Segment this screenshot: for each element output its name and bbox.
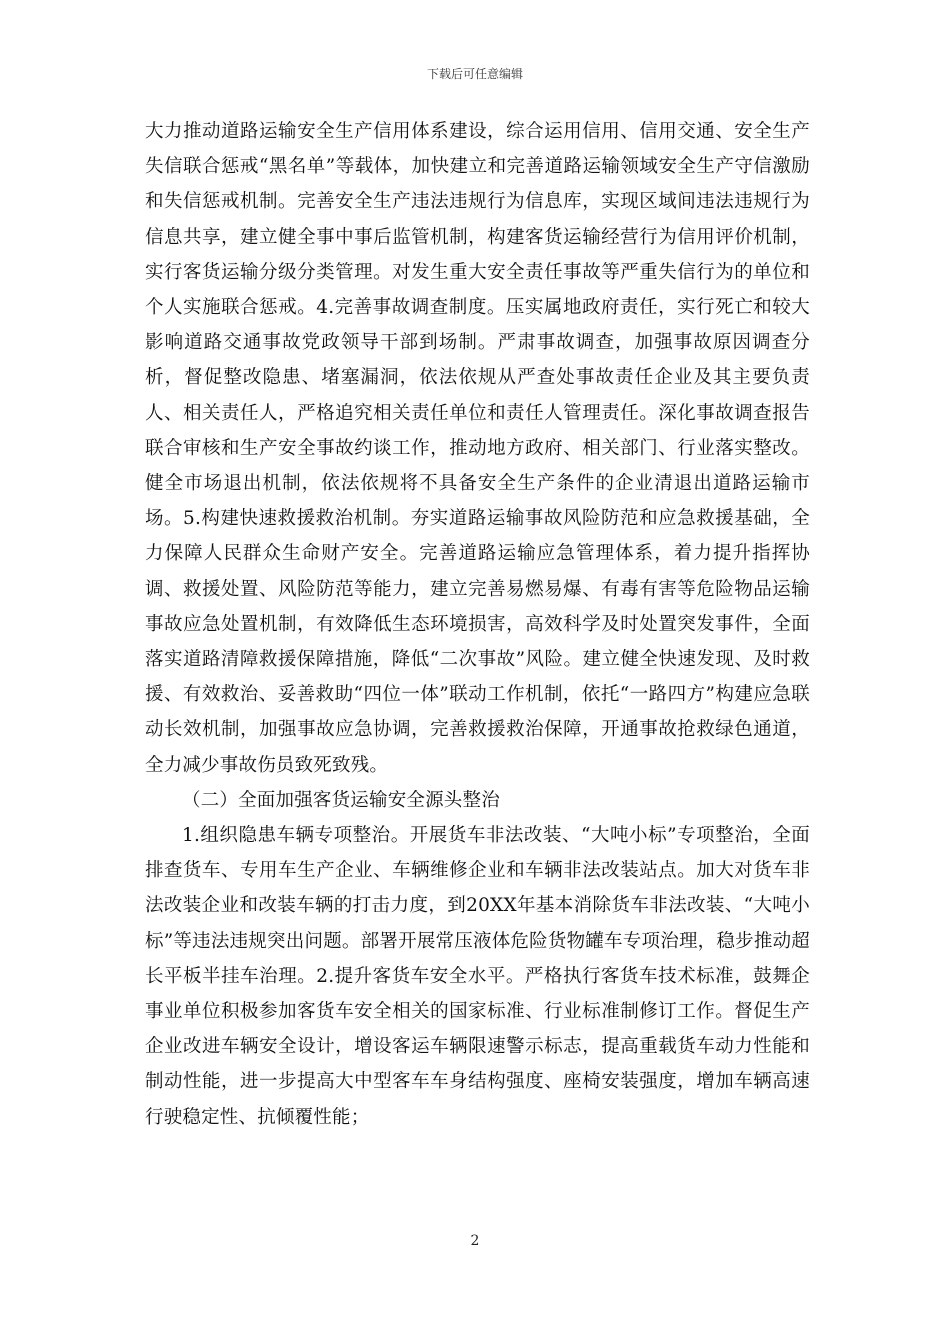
page-number: 2 (470, 1233, 480, 1249)
body-paragraph: 大力推动道路运输安全生产信用体系建设，综合运用信用、信用交通、安全生产失信联合惩戒“黑名单”等载体，加快建立和完善道路运输领域安全生产守信激励和失信惩戒机制。完善安全生产违法违规行为信息库，实现区域间违法违规行为信息共享，建立健全事中事后监管机制，构建客货运输经营行为信用评价机制，实行客货运输分级分类管理。对发生重大安全责任事故等严重失信行为的单位和个人实施联合惩戒。4.完善事故调查制度。压实属地政府责任，实行死亡和较大影响道路交通事故党政领导干部到场制。严肃事故调查，加强事故原因调查分析，督促整改隐患、堵塞漏洞，依法依规从严查处事故责任企业及其主要负责人、相关责任人，严格追究相关责任单位和责任人管理责任。深化事故调查报告联合审核和生产安全事故约谈工作，推动地方政府、相关部门、行业落实整改。健全市场退出机制，依法依规将不具备安全生产条件的企业清退出道路运输市场。5.构建快速救援救治机制。夯实道路运输事故风险防范和应急救援基础，全力保障人民群众生命财产安全。完善道路运输应急管理体系，着力提升指挥协调、救援处置、风险防范等能力，建立完善易燃易爆、有毒有害等危险物品运输事故应急处置机制，有效降低生态环境损害，高效科学及时处置突发事件，全面落实道路清障救援保障措施，降低“二次事故”风险。建立健全快速发现、及时救援、有效救治、妥善救助“四位一体”联动工作机制，依托“一路四方”构建应急联动长效机制，加强事故应急协调，完善救援救治保障，开通事故抢救绿色通道，全力减少事故伤员致死致残。 (145, 121, 810, 776)
header-text: 下载后可任意编辑 (426, 67, 523, 81)
page-footer (0, 1232, 950, 1250)
document-body (145, 114, 810, 1135)
page-header (0, 66, 950, 82)
body-paragraph: 1.组织隐患车辆专项整治。开展货车非法改装、“大吨小标”专项整治，全面排查货车、专用车生产企业、车辆维修企业和车辆非法改装站点。加大对货车非法改装企业和改装车辆的打击力度，到20XX年基本消除货车非法改装、“大吨小标”等违法违规突出问题。部署开展常压液体危险货物罐车专项治理，稳步推动超长平板半挂车治理。2.提升客货车安全水平。严格执行客货车技术标准，鼓舞企事业单位积极参加客货车安全相关的国家标准、行业标准制修订工作。督促生产企业改进车辆安全设计，增设客运车辆限速警示标志，提高重载货车动力性能和制动性能，进一步提高大中型客车车身结构强度、座椅安装强度，增加车辆高速行驶稳定性、抗倾覆性能； (145, 825, 810, 1128)
section-heading: （二）全面加强客货运输安全源头整治 (182, 789, 500, 811)
